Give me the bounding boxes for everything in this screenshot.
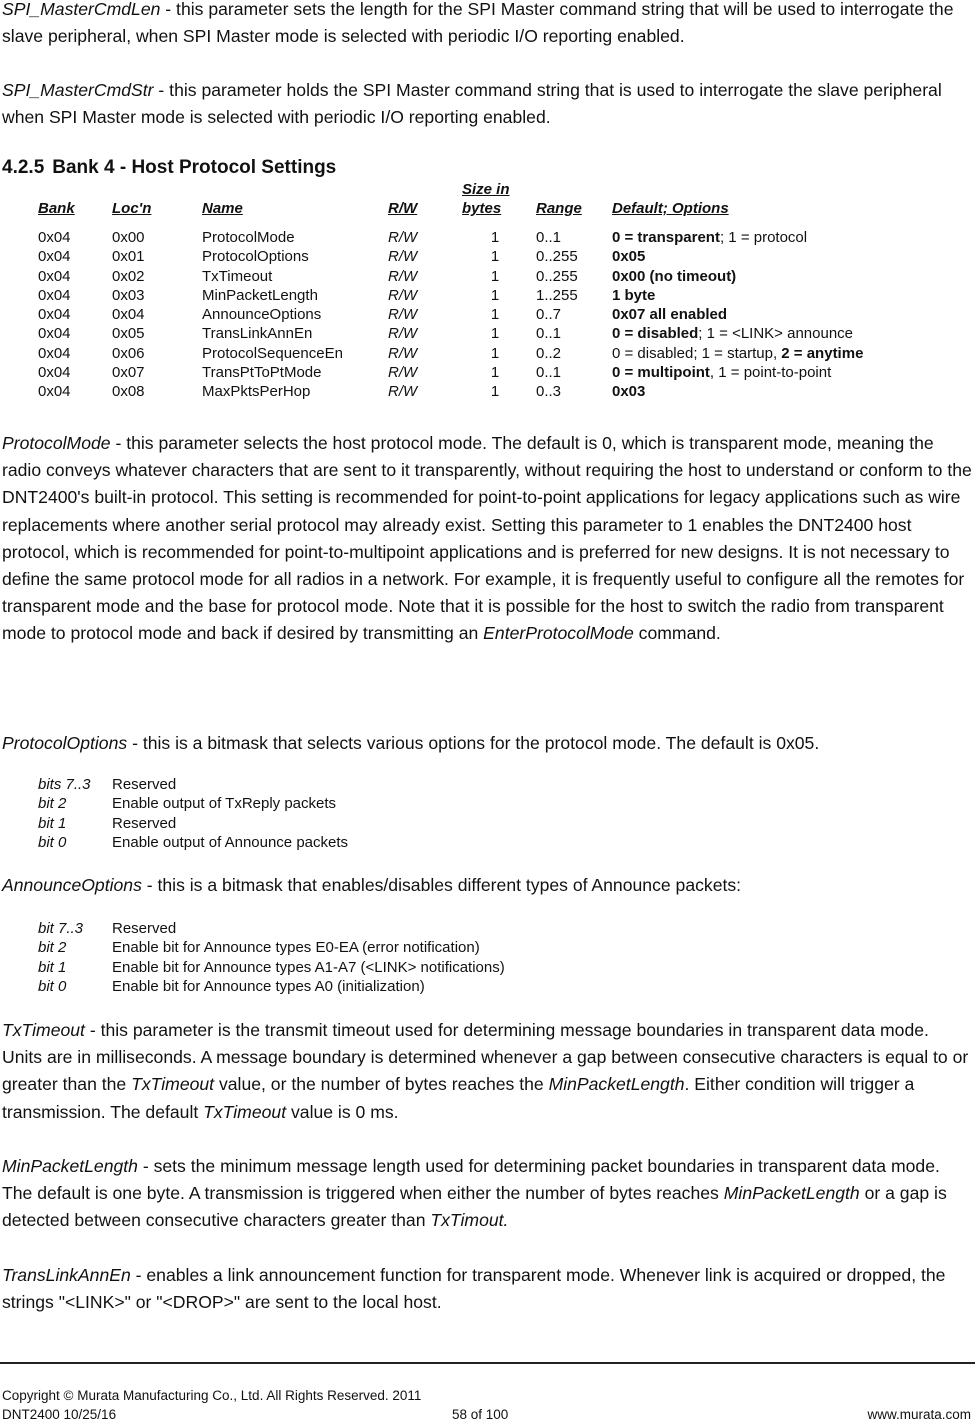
cell-rw: R/W (388, 248, 418, 266)
cell-default: 0x03 (612, 383, 646, 401)
cell-size: 1 (490, 267, 500, 285)
cell-range: 0..7 (536, 306, 562, 324)
list-item: bit 0 Enable bit for Announce types A0 (initialization) (38, 977, 425, 995)
term-spi-cmdlen: SPI_MasterCmdLen (2, 0, 161, 19)
footer-page-number: 58 of 100 (452, 1407, 509, 1422)
cell-range: 1..255 (536, 286, 578, 304)
footer-copyright: Copyright © Murata Manufacturing Co., Ltd. All Rights Reserved. 2011 (2, 1388, 422, 1403)
term-protocol-mode: ProtocolMode (2, 433, 111, 453)
list-item: bit 0 Enable output of Announce packets (38, 833, 349, 851)
list-item: bit 2 Enable output of TxReply packets (38, 795, 337, 813)
cell-name: AnnounceOptions (202, 306, 322, 324)
header-bank: Bank (38, 200, 75, 217)
header-default: Default; Options (612, 200, 729, 217)
cell-bank: 0x04 (38, 364, 71, 382)
table-row (34, 247, 916, 266)
cell-size: 1 (490, 229, 500, 246)
table-row (34, 286, 916, 305)
cell-default: 0 = multipoint, 1 = point-to-point (612, 364, 832, 382)
cell-size: 1 (490, 306, 500, 324)
table-header-row (34, 180, 916, 218)
header-rw: R/W (388, 200, 418, 217)
cell-loc: 0x02 (112, 267, 145, 285)
cell-name: TxTimeout (202, 267, 273, 285)
cell-loc: 0x03 (112, 286, 145, 304)
cell-bank: 0x04 (38, 229, 71, 246)
list-item: bit 1 Reserved (38, 814, 177, 832)
term-announce-options: AnnounceOptions (2, 875, 142, 895)
cell-range: 0..1 (536, 364, 562, 382)
cell-loc: 0x00 (112, 229, 145, 246)
term-protocol-options: ProtocolOptions (2, 733, 128, 753)
cell-bank: 0x04 (38, 325, 71, 343)
cell-rw: R/W (388, 364, 418, 382)
cell-rw: R/W (388, 344, 418, 362)
header-loc: Loc'n (112, 200, 152, 217)
table-row (34, 363, 916, 382)
cell-loc: 0x04 (112, 306, 145, 324)
cell-bank: 0x04 (38, 248, 71, 266)
table-row (34, 267, 916, 286)
cell-default: 0 = transparent; 1 = protocol (612, 229, 808, 246)
cell-loc: 0x07 (112, 364, 145, 382)
register-table (34, 180, 916, 402)
cell-rw: R/W (388, 267, 418, 285)
cell-loc: 0x05 (112, 325, 145, 343)
cell-loc: 0x08 (112, 383, 145, 401)
cell-bank: 0x04 (38, 306, 71, 324)
cell-rw: R/W (388, 306, 418, 324)
paragraph-trans-link-ann-en: TransLinkAnnEn - enables a link announcement function for transparent mode. Whenever link is acquired or dropped, the strings "<LINK>" or "<DROP>" are sent to the local host. (2, 1265, 946, 1313)
header-name: Name (202, 200, 243, 217)
footer-divider (0, 1362, 975, 1364)
cell-name: TransLinkAnnEn (202, 325, 313, 343)
footer-doc-id: DNT2400 10/25/16 (2, 1407, 117, 1422)
paragraph-tx-timeout: TxTimeout - this parameter is the transmit timeout used for determining message boundaries in transparent data mode. Units are in milliseconds. A message boundary is determined whenever a gap between consecutive characters is equal to or greater than the TxTimeout value, or the number of bytes reaches the MinPacketLength. Either condition will trigger a transmission. The default TxTimeout value is 0 ms. (2, 1020, 969, 1122)
cell-bank: 0x04 (38, 267, 71, 285)
cell-loc: 0x06 (112, 344, 145, 362)
paragraph-protocol-options: ProtocolOptions - this is a bitmask that selects various options for the protocol mode. The default is 0x05. (2, 733, 820, 753)
cell-range: 0..2 (536, 344, 562, 362)
term-spi-cmdstr: SPI_MasterCmdStr (2, 80, 154, 100)
cell-name: MaxPktsPerHop (202, 383, 311, 401)
paragraph-min-packet-length: MinPacketLength - sets the minimum message length used for determining packet boundaries in transparent data mode. The default is one byte. A transmission is triggered when either the number of bytes reaches MinPacketLength or a gap is detected between consecutive characters greater than TxTimout. (2, 1156, 947, 1231)
cell-range: 0..255 (536, 248, 578, 266)
protocol-options-bitlist (38, 775, 348, 852)
cell-size: 1 (490, 248, 500, 266)
cell-size: 1 (490, 325, 500, 343)
cell-default: 0x05 (612, 248, 646, 266)
cell-name: ProtocolSequenceEn (202, 344, 343, 362)
table-row (34, 305, 916, 324)
paragraph-protocol-mode: ProtocolMode - this parameter selects the host protocol mode. The default is 0, which is transparent mode, meaning the radio conveys whatever characters that are sent to it transparently, without requiring the host to understand or conform to the DNT2400's built-in protocol. This setting is recommended for point-to-point applications for legacy applications such as wire replacements where another serial protocol may already exist. Setting this parameter to 1 enables the DNT2400 host protocol, which is recommended for point-to-multipoint applications and is preferred for new designs. It is not necessary to define the same protocol mode for all radios in a network. For example, it is frequently useful to configure all the remotes for transparent mode and the base for protocol mode. Note that it is possible for the host to switch the radio from transparent mode to protocol mode and back if desired by transmitting an EnterProtocolMode command. (2, 433, 972, 644)
list-item: bit 2 Enable bit for Announce types E0-EA (error notification) (38, 939, 480, 957)
cell-range: 0..1 (536, 229, 562, 246)
table-row (34, 324, 916, 343)
cell-rw: R/W (388, 383, 418, 401)
paragraph-spi-cmdstr: SPI_MasterCmdStr - this parameter holds the SPI Master command string that is used to interrogate the slave peripheral when SPI Master mode is selected with periodic I/O reporting enabled. (2, 80, 942, 128)
cell-range: 0..255 (536, 267, 578, 285)
cell-bank: 0x04 (38, 383, 71, 401)
section-heading: 4.2.5 Bank 4 - Host Protocol Settings (2, 157, 337, 178)
cell-default: 0 = disabled; 1 = startup, 2 = anytime (612, 344, 864, 362)
cell-size: 1 (490, 286, 500, 304)
term-trans-link-ann-en: TransLinkAnnEn (2, 1265, 131, 1285)
table-row (34, 344, 916, 363)
cell-name: ProtocolMode (202, 229, 295, 246)
announce-options-bitlist (38, 919, 505, 996)
header-range: Range (536, 200, 582, 217)
cell-range: 0..1 (536, 325, 562, 343)
cell-size: 1 (490, 383, 500, 401)
cell-loc: 0x01 (112, 248, 145, 266)
term-min-packet-length: MinPacketLength (2, 1156, 138, 1176)
table-row (34, 228, 916, 247)
footer-url[interactable]: www.murata.com (867, 1407, 971, 1422)
list-item: bit 7..3 Reserved (38, 920, 177, 937)
cell-default: 0x00 (no timeout) (612, 267, 737, 285)
cell-size: 1 (490, 344, 500, 362)
cell-default: 0x07 all enabled (612, 306, 728, 324)
cell-name: ProtocolOptions (202, 248, 309, 266)
cell-name: TransPtToPtMode (202, 364, 322, 382)
list-item: bits 7..3 Reserved (38, 776, 177, 793)
list-item: bit 1 Enable bit for Announce types A1-A7 (<LINK> notifications) (38, 958, 505, 976)
cell-bank: 0x04 (38, 344, 71, 362)
paragraph-spi-cmdlen: SPI_MasterCmdLen - this parameter sets the length for the SPI Master command string that will be used to interrogate the slave peripheral, when SPI Master mode is selected with periodic I/O reporting enabled. (2, 0, 954, 47)
cell-default: 1 byte (612, 286, 656, 304)
cell-rw: R/W (388, 286, 418, 304)
header-size: Size in bytes (462, 181, 510, 217)
cell-size: 1 (490, 364, 500, 382)
cell-bank: 0x04 (38, 286, 71, 304)
cell-rw: R/W (388, 229, 418, 246)
cell-rw: R/W (388, 325, 418, 343)
cell-default: 0 = disabled; 1 = <LINK> announce (612, 325, 853, 343)
cell-range: 0..3 (536, 383, 562, 401)
term-tx-timeout: TxTimeout (2, 1020, 85, 1040)
table-row (34, 382, 916, 401)
cell-name: MinPacketLength (202, 286, 318, 304)
paragraph-announce-options: AnnounceOptions - this is a bitmask that enables/disables different types of Announce packets: (2, 875, 742, 895)
